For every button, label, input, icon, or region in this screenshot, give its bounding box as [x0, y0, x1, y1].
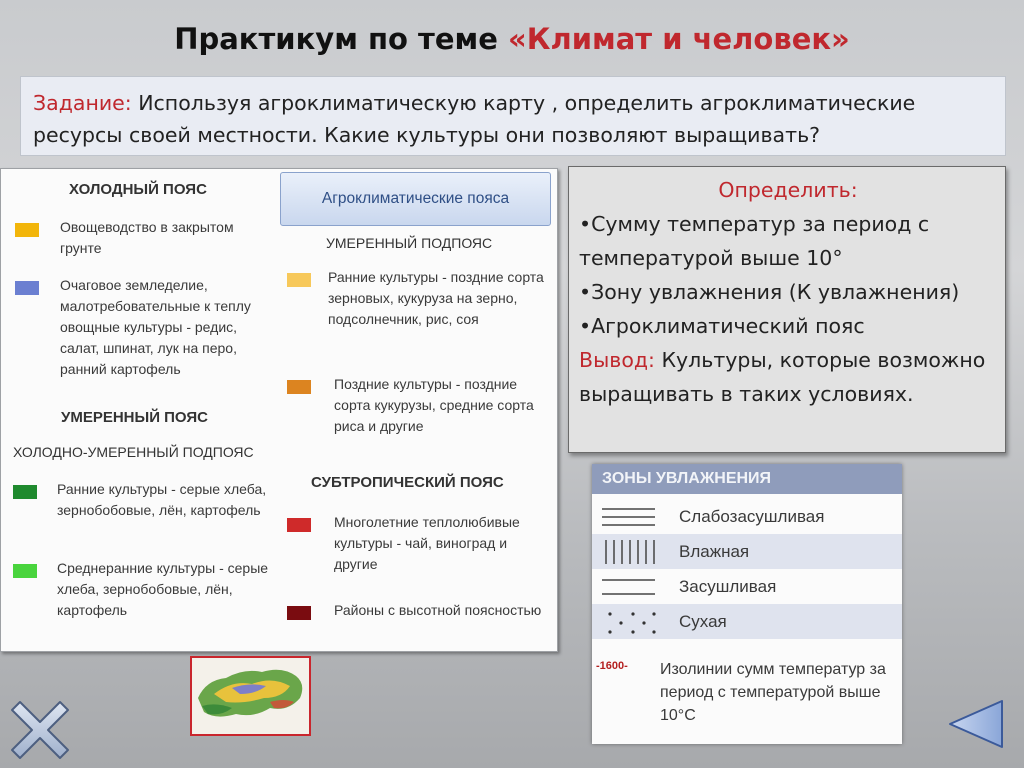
title-prefix: Практикум по теме	[174, 22, 509, 56]
title-accent: «Климат и человек»	[508, 22, 850, 56]
task-text: Используя агроклиматическую карту , определить агроклиматические ресурсы своей местности. Какие культуры они позволяют выращивать?	[33, 91, 916, 147]
close-icon	[10, 700, 70, 760]
close-button[interactable]	[10, 700, 70, 760]
task-box	[20, 76, 1006, 156]
subtropical-belt-heading: СУБТРОПИЧЕСКИЙ ПОЯС	[311, 474, 504, 491]
dry-pattern-icon	[600, 607, 660, 637]
task-label: Задание:	[33, 91, 132, 115]
legend-item-text: Среднеранние культуры - серые хлеба, зернобобовые, лён, картофель	[57, 560, 269, 618]
legend-swatch	[287, 606, 311, 620]
humid-pattern-icon	[600, 537, 660, 567]
arid-pattern-icon	[600, 572, 660, 602]
legend-item-text: Районы с высотной поясностью	[334, 602, 542, 618]
conclusion	[579, 343, 997, 411]
define-heading: Определить:	[718, 178, 858, 202]
moisture-zone-row	[592, 569, 902, 604]
legend-swatch	[287, 518, 311, 532]
define-box	[568, 166, 1006, 453]
agroclimate-belts-title: Агроклиматические пояса	[280, 172, 551, 226]
moisture-zone-row	[592, 604, 902, 639]
legend-item-text: Поздние культуры - поздние сорта кукурузы, средние сорта риса и другие	[334, 376, 534, 434]
moisture-zone-row	[592, 534, 902, 569]
agroclimate-map-thumbnail[interactable]	[190, 656, 311, 736]
moisture-zone-label: Влажная	[679, 542, 750, 561]
back-button[interactable]	[946, 698, 1006, 750]
isoline-badge: -1600-	[596, 660, 628, 672]
legend-swatch	[15, 281, 39, 295]
moisture-zone-label: Засушливая	[679, 577, 777, 596]
legend-item-text: Ранние культуры - поздние сорта зерновых, кукуруза на зерно, подсолнечник, рис, соя	[328, 269, 544, 327]
legend-swatch	[15, 223, 39, 237]
legend-item-text: Ранние культуры - серые хлеба, зернобобовые, лён, картофель	[57, 481, 267, 518]
moisture-zones-legend	[592, 464, 902, 744]
legend-swatch	[13, 485, 37, 499]
moisture-zones-title: ЗОНЫ УВЛАЖНЕНИЯ	[592, 464, 902, 494]
legend-item-text: Очаговое земледелие, малотребовательные к теплу овощные культуры - редис, салат, шпинат, лук на перо, ранний картофель	[60, 277, 251, 377]
legend-swatch	[287, 380, 311, 394]
legend-item-text: Многолетние теплолюбивые культуры - чай, виноград и другие	[334, 514, 520, 572]
conclusion-label: Вывод:	[579, 348, 655, 372]
russia-map-thumbnail-icon	[192, 658, 309, 734]
agroclimate-legend	[0, 168, 558, 652]
define-bullet: •Зону увлажнения (К увлажнения)	[579, 280, 960, 304]
define-bullet: •Сумму температур за период с температурой выше 10°	[579, 212, 930, 270]
define-bullet: •Агроклиматический пояс	[579, 314, 865, 338]
slightly-arid-pattern-icon	[600, 502, 660, 532]
slide-title	[0, 22, 1024, 56]
isoline-text: Изолинии сумм температур за период с температурой выше 10°С	[660, 661, 886, 724]
back-arrow-icon	[946, 698, 1006, 750]
moisture-zone-label: Слабозасушливая	[679, 507, 825, 526]
moisture-zone-row	[592, 499, 902, 534]
cold-temperate-subbelt-heading: ХОЛОДНО-УМЕРЕННЫЙ ПОДПОЯС	[13, 444, 254, 460]
legend-swatch	[287, 273, 311, 287]
temperate-belt-heading: УМЕРЕННЫЙ ПОЯС	[61, 409, 209, 426]
legend-swatch	[13, 564, 37, 578]
conclusion-text: Культуры, которые возможно выращивать в таких условиях.	[579, 348, 986, 406]
temperate-subbelt-heading: УМЕРЕННЫЙ ПОДПОЯС	[326, 235, 493, 251]
cold-belt-heading: ХОЛОДНЫЙ ПОЯС	[69, 181, 207, 198]
moisture-zone-label: Сухая	[679, 612, 727, 631]
legend-item-text: Овощеводство в закрытом грунте	[60, 219, 234, 256]
